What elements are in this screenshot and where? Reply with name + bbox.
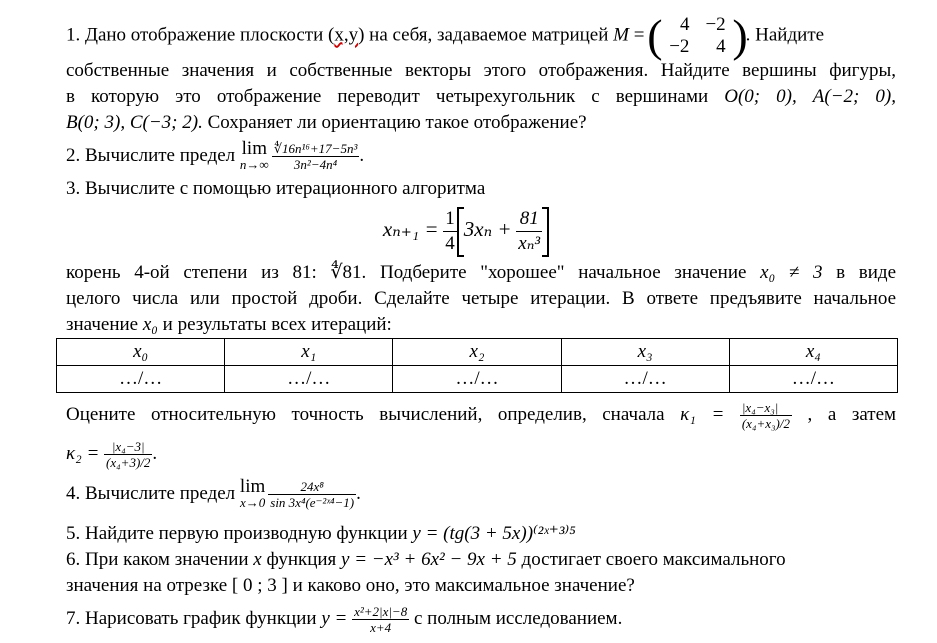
table-header: x₄	[729, 339, 897, 366]
task-6-text: 6. При каком значении	[66, 549, 249, 570]
choose-text: Подберите "хорошее" начальное значение	[379, 262, 747, 283]
fraction-den: 3n²−4n⁴	[293, 157, 338, 173]
task-3-line2: целого числа или простой дроби. Сделайте четыре итерации. В ответе предъявите начальное	[66, 288, 896, 309]
formula-inner: 3xₙ +	[463, 217, 512, 241]
table-row	[57, 366, 898, 393]
fraction	[268, 479, 356, 510]
lim-sub: n→∞	[239, 156, 269, 172]
task-7-lhs: y =	[321, 608, 348, 629]
fraction-num: 81	[516, 207, 542, 232]
fraction-num: 1	[443, 207, 457, 232]
task-7-end: с полным исследованием.	[413, 608, 623, 629]
right-paren: )	[732, 10, 748, 61]
matrix	[647, 10, 748, 61]
task-3-line3	[66, 312, 896, 338]
task-2-text: 2. Вычислите предел	[66, 145, 236, 166]
task-4	[66, 473, 896, 515]
period: .	[356, 483, 361, 504]
choose-text-end: в виде	[836, 262, 897, 283]
kappa-2: κ₂ =	[66, 443, 100, 464]
table-header-row	[57, 339, 898, 366]
fraction	[104, 439, 152, 470]
value-text: значение	[66, 314, 139, 335]
task-6-text-c: достигает своего максимального	[521, 549, 786, 570]
task-1-line2: собственные значения и собственные векторы этого отображения. Найдите вершины фигуры,	[66, 60, 896, 81]
fraction-num: ∜16n¹⁶+17−5n³	[273, 141, 358, 157]
task-7	[66, 599, 896, 639]
fraction-den: xₙ³	[518, 233, 541, 255]
formula-lhs: xₙ₊₁ =	[382, 217, 439, 241]
vertex-b: B(0; 3),	[66, 112, 126, 133]
matrix-name: M	[613, 24, 629, 46]
task-3-line1	[66, 260, 896, 286]
vertex-o: O(0; 0),	[724, 86, 797, 107]
task-4-text: 4. Вычислите предел	[66, 483, 236, 504]
table-header: x₁	[225, 339, 393, 366]
task-1-line3	[66, 84, 896, 110]
task-1-intro-b: ) на себя, задаваемое матрицей	[358, 24, 609, 46]
task-1-intro: 1. Дано отображение плоскости (	[66, 24, 335, 46]
iteration-formula	[36, 202, 896, 256]
root-text: корень 4-ой степени из 81:	[66, 262, 317, 283]
fraction	[516, 207, 542, 256]
fraction-num: |x₄−x₃|	[740, 400, 792, 416]
fraction-num: 24x⁸	[268, 479, 356, 495]
x0: x₀	[142, 314, 158, 335]
variable-x: x	[253, 549, 262, 570]
right-bracket	[542, 207, 549, 257]
task-1-question: Сохраняет ли ориентацию такое отображение?	[207, 112, 587, 133]
table-cell: …/…	[729, 366, 897, 393]
task-1-xy: x,y	[334, 24, 359, 46]
fraction-den: x+4	[370, 620, 392, 636]
task-6	[66, 547, 896, 573]
table-header: x₃	[561, 339, 729, 366]
root-value: ∜81.	[330, 262, 367, 283]
task-1-line3-text: в которую это отображение переводит четырехугольник с вершинами	[66, 86, 709, 107]
fraction-den: 4	[445, 233, 455, 255]
fraction-den: (x₄+3)/2	[106, 455, 151, 471]
lim-label: lim	[239, 475, 266, 497]
task-5-text: 5. Найдите первую производную функции	[66, 523, 408, 544]
table-cell: …/…	[225, 366, 393, 393]
table-cell: …/…	[57, 366, 225, 393]
matrix-cell: 4	[716, 36, 726, 57]
table-header: x₀	[57, 339, 225, 366]
matrix-cell: 4	[679, 14, 690, 35]
task-6-line2: значения на отрезке [ 0 ; 3 ] и каково оно, это максимальное значение?	[66, 575, 635, 596]
period: .	[152, 443, 158, 464]
accuracy-mid: , а затем	[807, 404, 897, 425]
task-5	[66, 521, 896, 547]
fraction	[272, 141, 360, 172]
task-7-text: 7. Нарисовать график функции	[66, 608, 317, 629]
fraction-num: |x₄−3|	[104, 439, 152, 455]
accuracy-text: Оцените относительную точность вычислений, определив, сначала	[66, 404, 665, 425]
fraction	[740, 400, 792, 431]
fraction	[352, 604, 409, 635]
lim-sub: x→0	[239, 494, 266, 510]
fraction-den: (x₄+x₃)/2	[741, 416, 790, 432]
lim-label: lim	[241, 137, 267, 159]
limit	[239, 475, 266, 511]
kappa-2-line	[66, 435, 896, 473]
period: .	[359, 145, 365, 166]
fraction-den: sin 3x⁴(e⁻²ˣ⁴−1)	[270, 495, 355, 511]
table-header: x₂	[393, 339, 561, 366]
kappa-1: κ₁ =	[680, 404, 725, 425]
task-1-intro-c: . Найдите	[745, 24, 825, 46]
document	[66, 10, 897, 639]
limit	[239, 137, 269, 173]
fraction-num: x²+2|x|−8	[354, 604, 408, 620]
accuracy-line	[66, 395, 896, 435]
task-6-formula: y = −x³ + 6x² − 9x + 5	[341, 549, 517, 570]
table-cell: …/…	[561, 366, 729, 393]
condition: x₀ ≠ 3	[760, 262, 823, 283]
table-cell: …/…	[393, 366, 561, 393]
left-bracket	[457, 207, 464, 257]
equals-sign: =	[633, 24, 645, 46]
task-5-formula: y = (tg(3 + 5x))⁽²ˣ⁺³⁾⁵	[412, 523, 576, 544]
matrix-cell: −2	[669, 36, 690, 57]
task-6-text-b: функция	[266, 549, 337, 570]
fraction	[443, 207, 457, 256]
task-2	[66, 136, 896, 176]
value-text-end: и результаты всех итераций:	[162, 314, 392, 335]
left-paren: (	[647, 10, 663, 61]
task-1	[66, 10, 896, 61]
iterations-table	[56, 338, 898, 393]
vertex-a: A(−2; 0),	[812, 86, 897, 107]
matrix-cell: −2	[705, 14, 726, 35]
task-1-line4	[66, 110, 896, 136]
task-3-text: 3. Вычислите с помощью итерационного алгоритма	[66, 178, 486, 199]
vertex-c: C(−3; 2).	[129, 112, 203, 133]
